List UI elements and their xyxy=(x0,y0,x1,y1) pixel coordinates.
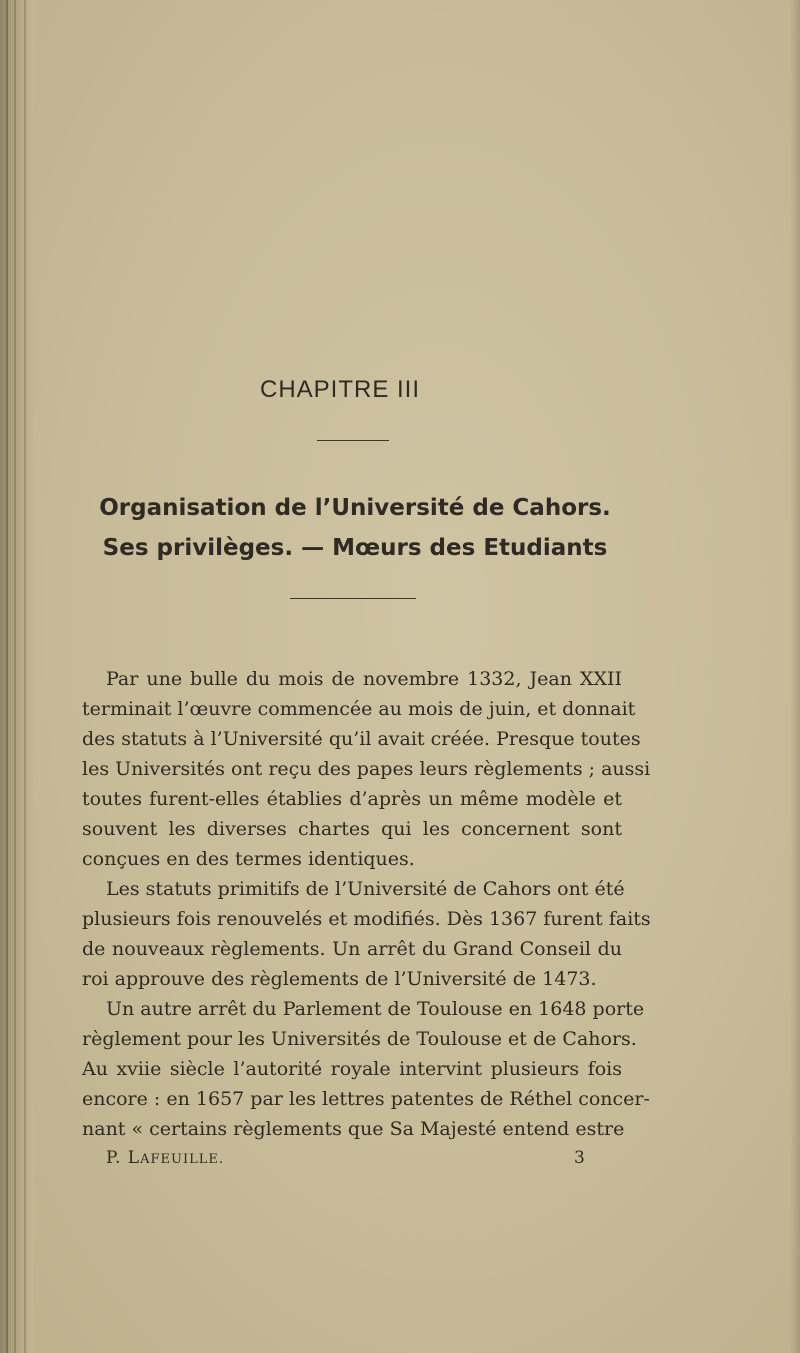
body-line: des statuts à l’Université qu’il avait créée. Presque toutes xyxy=(82,728,641,750)
footer-author xyxy=(106,1148,224,1168)
footer-author-rest: AFEUILLE. xyxy=(140,1152,224,1167)
binding-line xyxy=(14,0,16,1353)
body-line: règlement pour les Universités de Toulouse et de Cahors. xyxy=(82,1028,637,1050)
chapter-rule xyxy=(317,440,389,441)
footer-signature: 3 xyxy=(574,1148,586,1168)
body-line: Au xviie siècle l’autorité royale intervint plusieurs fois xyxy=(82,1058,622,1080)
body-line: encore : en 1657 par les lettres patentes de Réthel concer- xyxy=(82,1088,650,1110)
body-line: terminait l’œuvre commencée au mois de juin, et donnait xyxy=(82,698,636,720)
body-line: plusieurs fois renouvelés et modifiés. Dès 1367 furent faits xyxy=(82,908,651,930)
body-line: Les statuts primitifs de l’Université de Cahors ont été xyxy=(106,878,625,900)
chapter-title-line-2: Ses privilèges. — Mœurs des Etudiants xyxy=(102,535,608,561)
title-rule xyxy=(290,598,416,599)
body-line: souvent les diverses chartes qui les concernent sont xyxy=(82,818,622,840)
footer-author-initial: P. L xyxy=(106,1148,141,1168)
chapter-heading: CHAPITRE III xyxy=(259,376,421,403)
page-right-edge xyxy=(790,0,800,1353)
body-line: Par une bulle du mois de novembre 1332, Jean XXII xyxy=(106,668,622,690)
body-line: les Universités ont reçu des papes leurs règlements ; aussi xyxy=(82,758,651,780)
body-line: Un autre arrêt du Parlement de Toulouse en 1648 porte xyxy=(106,998,645,1020)
body-line: de nouveaux règlements. Un arrêt du Grand Conseil du xyxy=(82,938,622,960)
chapter-title-line-1: Organisation de l’Université de Cahors. xyxy=(99,495,611,521)
body-line: nant « certains règlements que Sa Majesté entend estre xyxy=(82,1118,625,1140)
binding-line xyxy=(6,0,8,1353)
body-line: toutes furent-elles établies d’après un même modèle et xyxy=(82,788,622,810)
body-line: roi approuve des règlements de l’Université de 1473. xyxy=(82,968,597,990)
body-line: conçues en des termes identiques. xyxy=(82,848,415,870)
binding-line xyxy=(24,0,26,1353)
